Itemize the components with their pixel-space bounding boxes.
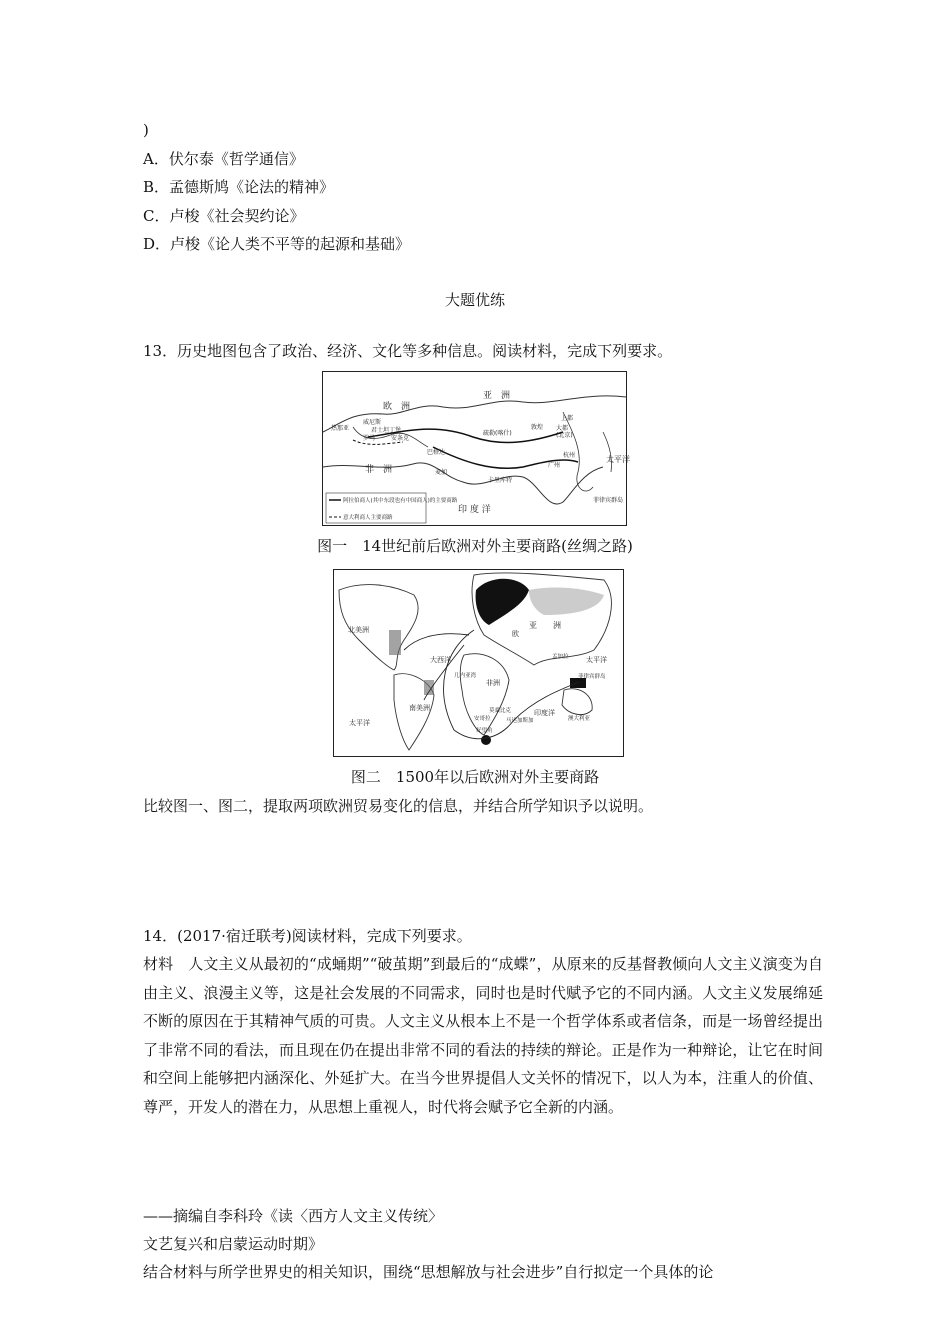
city-kashgar: 疏勒(喀什)	[483, 430, 512, 437]
city-genoa: 热那亚	[331, 425, 350, 432]
label-europe-2: 欧	[512, 630, 519, 638]
city-antioch: 安条克	[391, 435, 410, 442]
label-asia: 亚 洲	[483, 391, 511, 401]
option-d: D．卢梭《论人类不平等的起源和基础》	[143, 235, 411, 253]
label-pacific: 太平洋	[606, 455, 630, 464]
option-c: C．卢梭《社会契约论》	[143, 207, 305, 225]
label-atlantic: 大西洋	[430, 656, 451, 664]
q13-question: 比较图一、图二，提取两项欧洲贸易变化的信息，并结合所学知识予以说明。	[143, 797, 654, 815]
q14-material: 材料 人文主义从最初的“成蛹期”“破茧期”到最后的“成蝶”，从原来的反基督教倾向人文主义演变为自由主义、浪漫主义等，这是社会发展的不同需求，同时也是时代赋予它的不同内涵。人文主义发展绵延不断的原因在于其精神气质的可贵。人文主义从根本上不是一个哲学体系或者信条，而是一场曾经提出了非常不同的看法，而且现在仍在提出非常不同的看法的持续的辩论。正是作为一种辩论，让它在时间和空间上能够把内涵深化、外延扩大。在当今世界提倡人文关怀的情况下，以人为本，注重人的价值、尊严，开发人的潜在力，从思想上重视人，时代将会赋予它全新的内涵。	[143, 955, 823, 1116]
option-b: B．孟德斯鸠《论法的精神》	[143, 178, 335, 196]
map-silk-road	[322, 371, 630, 526]
city-baghdad: 巴格达	[427, 449, 446, 456]
label-africa-2: 非洲	[486, 679, 500, 687]
city-shangdu: 上都	[561, 415, 574, 422]
label-europe: 欧 洲	[383, 402, 411, 412]
city-dadu: 大都	[556, 425, 569, 432]
label-pacific-right: 太平洋	[586, 656, 607, 664]
city-constantinople: 君士坦丁堡	[371, 427, 402, 434]
q13-stem: 13．历史地图包含了政治、经济、文化等多种信息。阅读材料，完成下列要求。	[143, 342, 673, 360]
map2-caption: 图二 1500年以后欧洲对外主要商路	[350, 768, 600, 786]
label-moluccas: 菲律宾群岛	[593, 497, 624, 504]
label-pacific-left: 太平洋	[349, 719, 370, 727]
city-calicut: 卡里库特	[488, 477, 513, 484]
label-north-america: 北美洲	[348, 626, 369, 634]
legend-dashed: 意大利商人主要商路	[343, 515, 393, 521]
q14-period: 文艺复兴和启蒙运动时期》	[143, 1235, 324, 1253]
label-mozambique: 莫桑比克	[489, 708, 512, 714]
label-indian-ocean-2: 印度洋	[534, 709, 555, 717]
city-rome: 罗马	[363, 435, 376, 442]
label-africa: 非 洲	[365, 465, 393, 475]
city-hangzhou: 杭州	[563, 452, 576, 459]
city-beijing: (北京)	[556, 432, 573, 439]
label-indian-ocean: 印 度 洋	[458, 505, 491, 515]
label-guinea: 几内亚湾	[454, 673, 477, 679]
map1-caption: 图一 14世纪前后欧洲对外主要商路(丝绸之路)	[317, 537, 633, 555]
city-guangzhou: 广州	[548, 462, 561, 469]
label-south-america: 南美洲	[409, 704, 430, 712]
option-a: A．伏尔泰《哲学通信》	[143, 150, 304, 168]
q14-stem: 14．(2017·宿迁联考)阅读材料，完成下列要求。	[143, 927, 472, 945]
section-title: 大题优练	[444, 291, 505, 309]
label-philippines: 菲律宾群岛	[578, 674, 606, 680]
label-asia-2: 亚 洲	[529, 621, 561, 630]
label-cape: 好望角	[476, 728, 493, 734]
q14-question: 结合材料与所学世界史的相关知识，围绕“思想解放与社会进步”自行拟定一个具体的论	[143, 1263, 714, 1281]
legend-solid: 阿拉伯商人(其中东段也有中国商人)的主要商路	[343, 498, 458, 504]
city-dunhuang: 敦煌	[531, 424, 544, 431]
city-mecca: 麦加	[435, 469, 448, 476]
label-australia: 澳大利亚	[568, 716, 591, 722]
label-madagascar: 马达加斯加	[506, 718, 534, 724]
paren-close: )	[143, 121, 149, 139]
city-venice: 威尼斯	[363, 419, 382, 426]
q14-source: ——摘编自李科玲《读〈西方人文主义传统〉	[143, 1207, 444, 1225]
label-bengal: 孟加拉	[552, 654, 569, 660]
map-after-1500	[333, 569, 624, 757]
label-angola: 安哥拉	[474, 716, 491, 722]
